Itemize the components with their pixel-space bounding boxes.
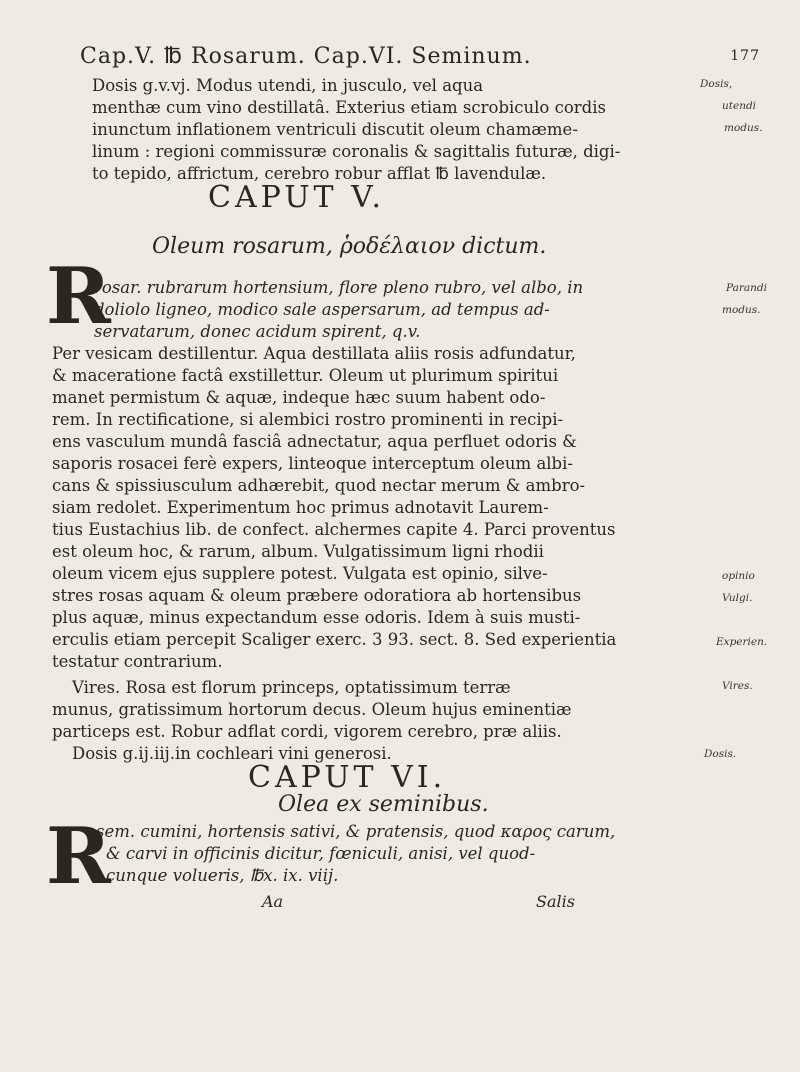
margin-note: Experien. — [716, 636, 768, 648]
text-line: oleum vicem ejus supplere potest. Vulgata est opinio, silve- — [52, 564, 548, 583]
text-line: sem. cumini, hortensis sativi, & pratensis, quod καρος carum, — [96, 822, 616, 841]
page-number: 177 — [730, 48, 760, 64]
margin-note: utendi — [722, 100, 757, 112]
text-line: doliolo ligneo, modico sale aspersarum, ad tempus ad- — [94, 300, 550, 319]
drop-capital: R — [46, 251, 111, 342]
text-line: manet permistum & aquæ, indeque hæc suum habent odo- — [52, 388, 546, 407]
text-line: particeps est. Robur adflat cordi, vigorem cerebro, præ aliis. — [52, 722, 562, 741]
text-line: cans & spissiusculum adhærebit, quod nectar merum & ambro- — [52, 476, 586, 495]
margin-note: Dosis, — [700, 78, 733, 90]
chapter-subtitle: Oleum rosarum, ῥοδέλαιον dictum. — [152, 234, 547, 259]
margin-note: Vires. — [722, 680, 753, 692]
text-line: siam redolet. Experimentum hoc primus adnotavit Laurem- — [52, 498, 549, 517]
text-line: Dosis g.v.vj. Modus utendi, in jusculo, vel aqua — [92, 76, 484, 95]
text-line: testatur contrarium. — [52, 652, 223, 671]
margin-note: Dosis. — [704, 748, 737, 760]
text-line: ens vasculum mundâ fasciâ adnectatur, aqua perfluet odoris & — [52, 432, 577, 451]
margin-note: modus. — [722, 304, 761, 316]
text-line: saporis rosacei ferè expers, linteoque interceptum oleum albi- — [52, 454, 573, 473]
signature-mark: Aa — [262, 892, 284, 911]
chapter-heading: CAPUT V. — [208, 180, 386, 215]
drop-capital: R — [46, 811, 111, 902]
text-line: Vires. Rosa est florum princeps, optatissimum terræ — [72, 678, 511, 697]
catchword: Salis — [536, 892, 575, 911]
text-line: & carvi in officinis dicitur, fœniculi, anisi, vel quod- — [106, 844, 536, 863]
margin-note: Vulgi. — [722, 592, 753, 604]
text-line: cunque volueris, ℔x. ix. viij. — [106, 866, 339, 885]
text-line: inunctum inflationem ventriculi discutit oleum chamæme- — [92, 120, 578, 139]
chapter-subtitle: Olea ex seminibus. — [278, 792, 489, 817]
text-line: servatarum, donec acidum spirent, q.v. — [94, 322, 421, 341]
text-line: stres rosas aquam & oleum præbere odoratiora ab hortensibus — [52, 586, 582, 605]
chapter-heading: CAPUT VI. — [248, 760, 447, 795]
text-line: to tepido, affrictum, cerebro robur afflat ℔ lavendulæ. — [92, 164, 547, 183]
text-line: Per vesicam destillentur. Aqua destillata aliis rosis adfundatur, — [52, 344, 576, 363]
margin-note: Parandi — [726, 282, 767, 294]
text-line: erculis etiam percepit Scaliger exerc. 3 93. sect. 8. Sed experientia — [52, 630, 617, 649]
text-line: plus aquæ, minus expectandum esse odoris. Idem à suis musti- — [52, 608, 581, 627]
text-line: rosar. rubrarum hortensium, flore pleno rubro, vel albo, in — [94, 278, 584, 297]
text-line: linum : regioni commissuræ coronalis & sagittalis futuræ, digi- — [92, 142, 621, 161]
margin-note: opinio — [722, 570, 755, 582]
text-line: menthæ cum vino destillatâ. Exterius etiam scrobiculo cordis — [92, 98, 606, 117]
text-line: munus, gratissimum hortorum decus. Oleum hujus eminentiæ — [52, 700, 572, 719]
text-line: rem. In rectificatione, si alembici rostro prominenti in recipi- — [52, 410, 564, 429]
header-text: Cap.V. ℔ Rosarum. Cap.VI. Seminum. — [80, 44, 532, 69]
text-line: Dosis g.ij.iij.in cochleari vini generosi. — [72, 744, 392, 763]
running-header — [80, 44, 760, 69]
text-line: est oleum hoc, & rarum, album. Vulgatissimum ligni rhodii — [52, 542, 544, 561]
text-line: & maceratione factâ exstillettur. Oleum ut plurimum spiritui — [52, 366, 559, 385]
margin-note: modus. — [724, 122, 763, 134]
text-line: tius Eustachius lib. de confect. alchermes capite 4. Parci proventus — [52, 520, 616, 539]
